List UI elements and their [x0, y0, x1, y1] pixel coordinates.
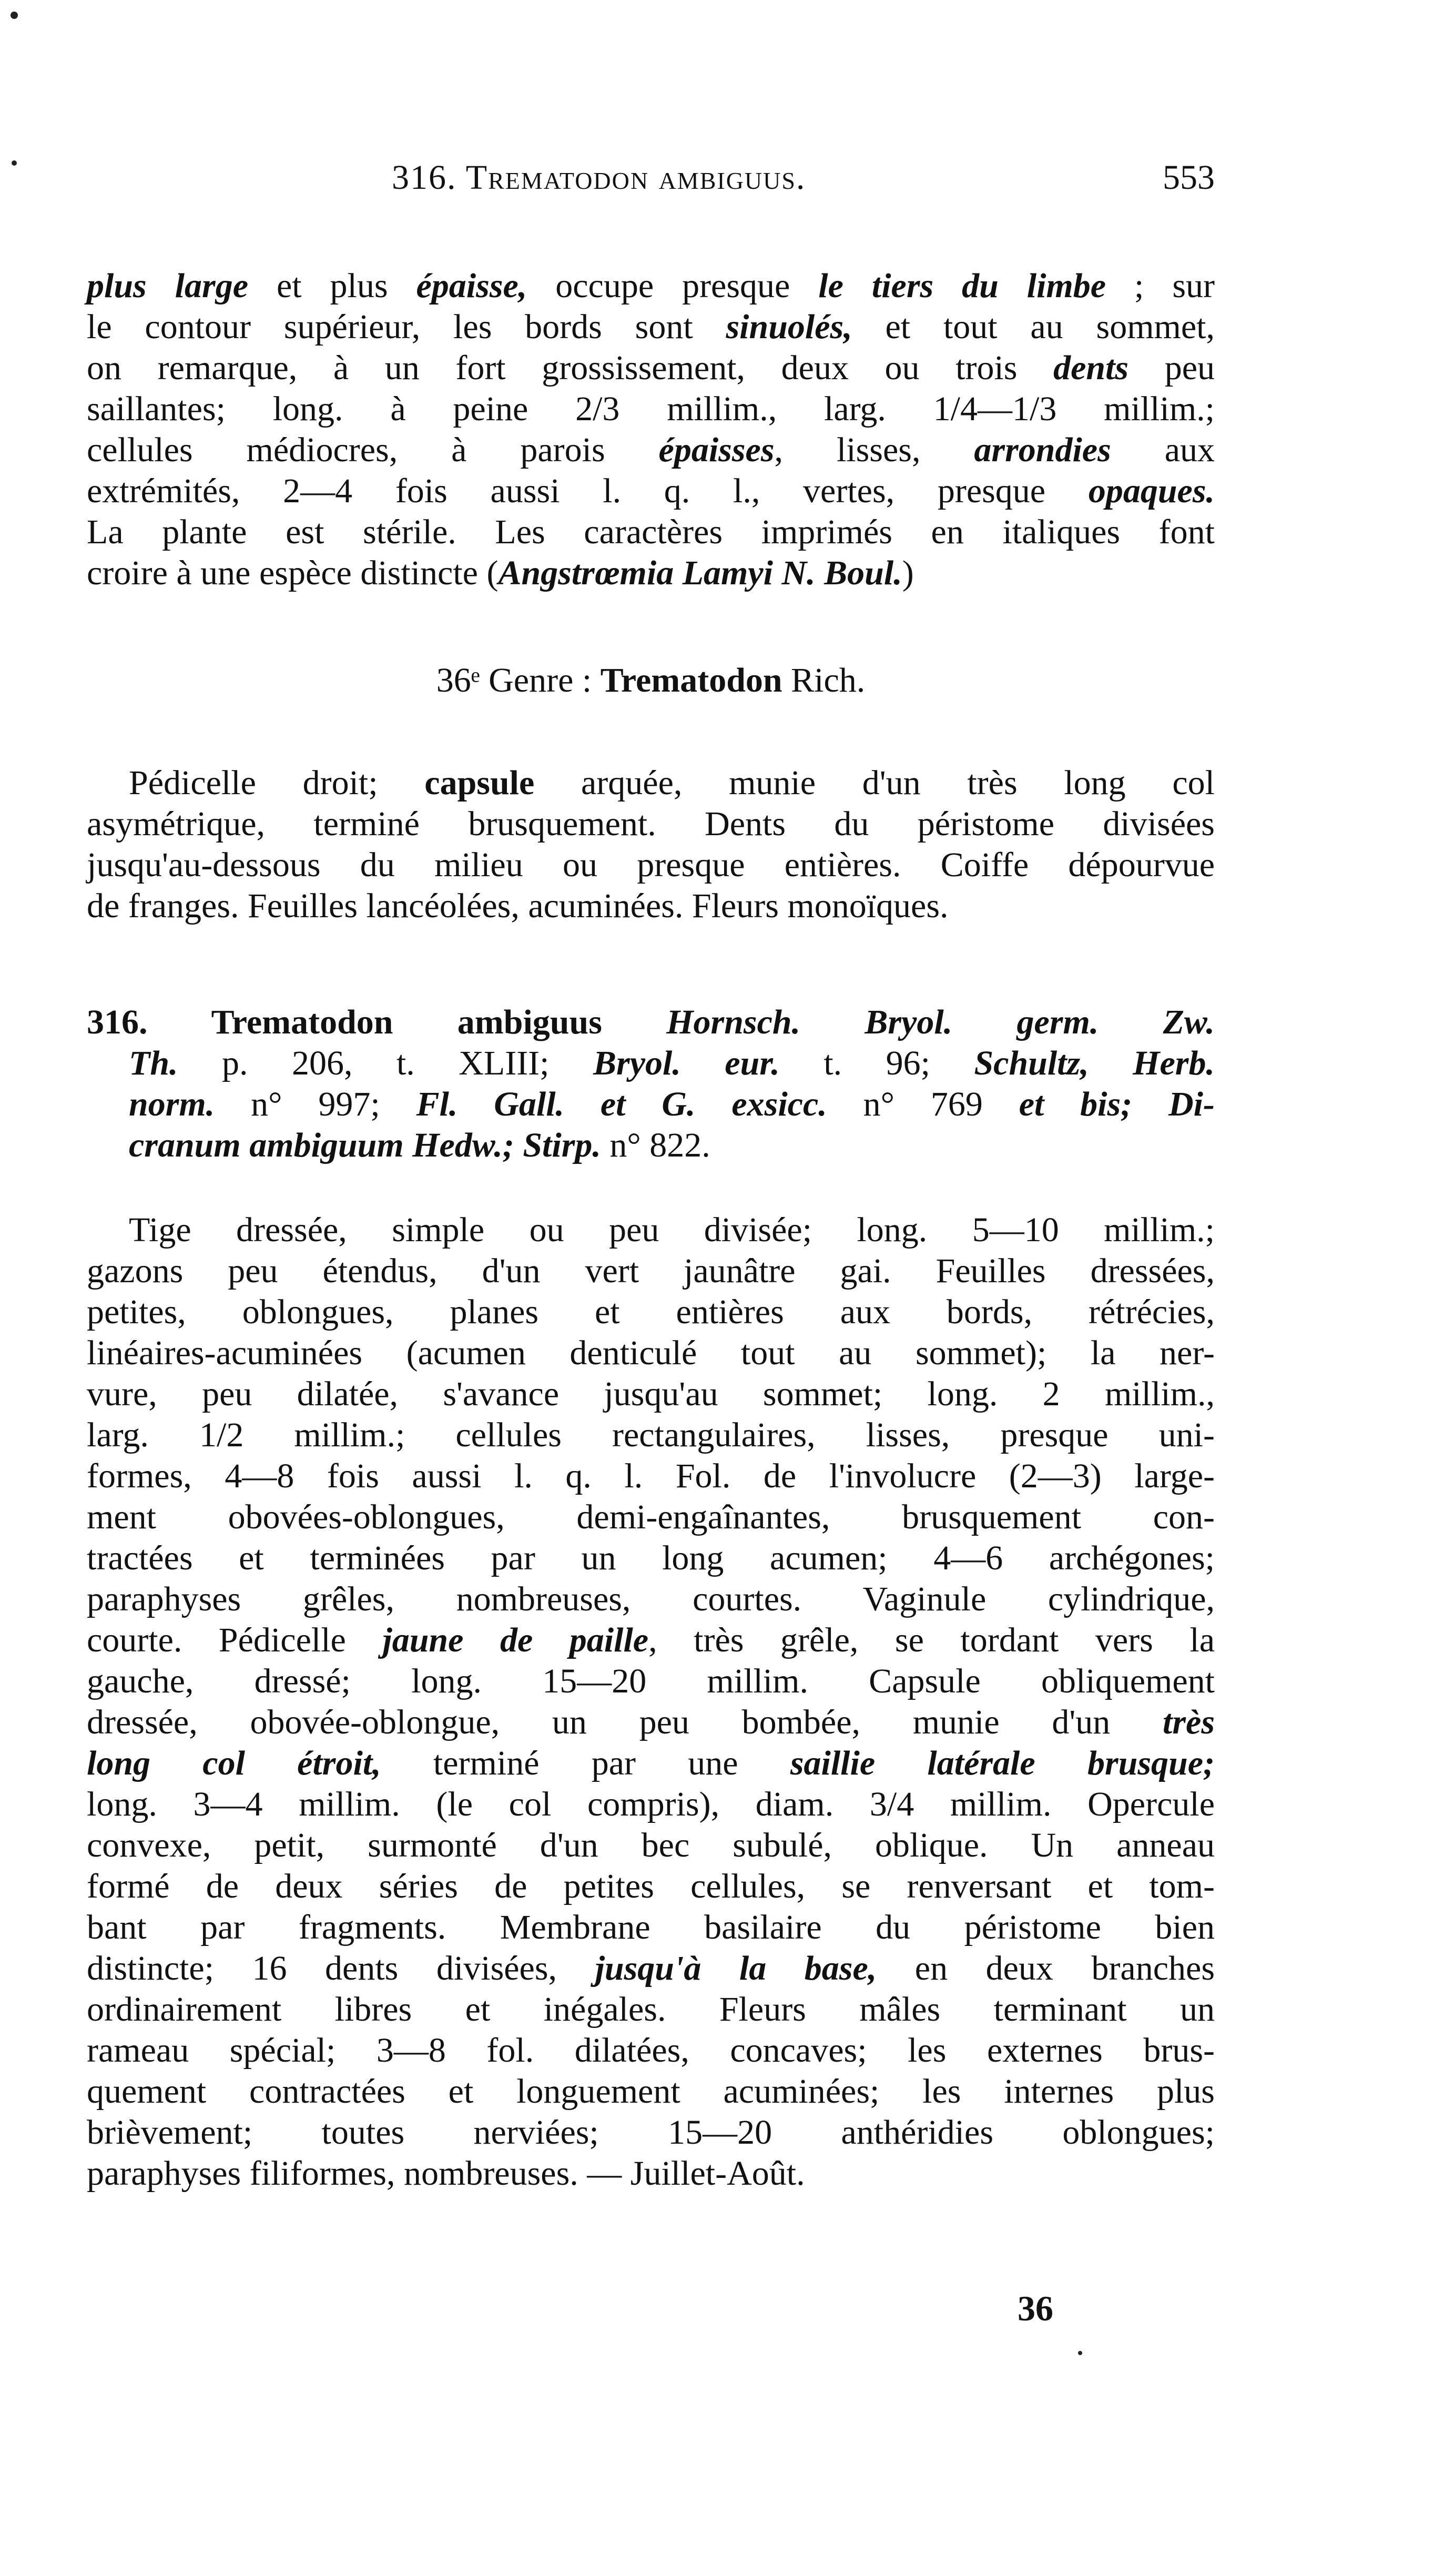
text-run: gazons peu étendus, d'un vert jaunâtre gai. Feuilles dressées, — [87, 1252, 1215, 1290]
running-title: 316. Trematodon ambiguus. — [392, 158, 806, 197]
text-line — [87, 1292, 1215, 1333]
text-run: quement contractées et longuement acuminées; les internes plus — [87, 2072, 1215, 2111]
text-run: rameau spécial; 3—8 fol. dilatées, concaves; les externes brus- — [87, 2031, 1215, 2070]
text-line — [87, 1743, 1215, 1784]
scan-speck — [1078, 2351, 1082, 2355]
text-line — [87, 1702, 1215, 1743]
text-run: et plus — [248, 267, 416, 305]
text-line — [87, 512, 1215, 553]
italic-text: opaques. — [1088, 472, 1215, 510]
text-line — [87, 553, 1215, 594]
text-run: ; sur — [1106, 267, 1215, 305]
text-run: Pédicelle droit; — [129, 764, 425, 802]
text-run: n° 769 — [827, 1085, 1019, 1123]
italic-text: dents — [1053, 349, 1129, 387]
text-run: terminé par une — [381, 1744, 790, 1782]
italic-text: norm. — [129, 1085, 215, 1123]
text-run: ordinairement libres et inégales. Fleurs mâles terminant un — [87, 1990, 1215, 2029]
text-line — [87, 1866, 1215, 1907]
text-run: p. 206, t. XLIII; — [178, 1044, 593, 1082]
text-run: dressée, obovée-oblongue, un peu bombée, munie d'un — [87, 1703, 1163, 1741]
text-line — [87, 1002, 1215, 1043]
text-line — [87, 1579, 1215, 1620]
text-line — [87, 1661, 1215, 1702]
text-run: aux — [1111, 431, 1215, 469]
italic-text: le tiers du limbe — [818, 267, 1106, 305]
italic-text: arrondies — [974, 431, 1111, 469]
text-run: peu — [1128, 349, 1215, 387]
text-run: arquée, munie d'un très long col — [534, 764, 1215, 802]
italic-text: et bis; Di- — [1019, 1085, 1215, 1123]
text-run: n° 822. — [601, 1126, 710, 1164]
text-run: on remarque, à un fort grossissement, deux ou trois — [87, 349, 1054, 387]
text-run: larg. 1/2 millim.; cellules rectangulaires, lisses, presque uni- — [87, 1416, 1215, 1454]
text-line — [87, 1825, 1215, 1866]
text-line — [87, 1784, 1215, 1825]
text-run: tractées et terminées par un long acumen; 4—6 archégones; — [87, 1539, 1215, 1577]
text-line — [87, 1374, 1215, 1415]
paragraph — [87, 266, 1215, 594]
text-run: en deux branches — [877, 1949, 1215, 1987]
text-line — [87, 389, 1215, 430]
text-line — [87, 1538, 1215, 1579]
text-run: Tige dressée, simple ou peu divisée; long. 5—10 millim.; — [129, 1211, 1215, 1249]
text-line — [87, 266, 1215, 307]
text-run: , très grêle, se tordant vers la — [648, 1621, 1215, 1659]
text-line — [87, 804, 1215, 845]
text-line — [87, 471, 1215, 512]
italic-text: saillie latérale brusque; — [790, 1744, 1215, 1782]
italic-text: épaisse, — [416, 267, 527, 305]
italic-text: très — [1163, 1703, 1215, 1741]
text-run: , lisses, — [774, 431, 974, 469]
text-run: ) — [902, 554, 914, 592]
text-line — [87, 1084, 1215, 1125]
text-line — [87, 1333, 1215, 1374]
italic-text: long col étroit, — [87, 1744, 381, 1782]
text-run: convexe, petit, surmonté d'un bec subulé, oblique. Un anneau — [87, 1826, 1215, 1864]
italic-text: Th. — [129, 1044, 178, 1082]
text-line — [87, 2030, 1215, 2071]
text-line — [87, 1948, 1215, 1989]
text-line — [87, 1907, 1215, 1948]
paragraph — [87, 763, 1215, 927]
text-line — [87, 1620, 1215, 1661]
text-run: La plante est stérile. Les caractères imprimés en italiques font — [87, 513, 1215, 551]
genus-heading — [87, 660, 1215, 701]
signature-mark: 36 — [1018, 2288, 1053, 2328]
italic-text: Angstrœmia Lamyi N. Boul. — [498, 554, 902, 592]
text-run: formé de deux séries de petites cellules, se renversant et tom- — [87, 1867, 1215, 1905]
text-run: paraphyses filiformes, nombreuses. — Juillet-Août. — [87, 2154, 805, 2193]
text-line — [87, 660, 1215, 701]
text-run — [602, 1003, 666, 1041]
text-run: brièvement; toutes nerviées; 15—20 anthéridies oblongues; — [87, 2113, 1215, 2152]
italic-text: Fl. Gall. et G. exsicc. — [416, 1085, 827, 1123]
text-run: n° 997; — [215, 1085, 416, 1123]
text-run: gauche, dressé; long. 15—20 millim. Capsule obliquement — [87, 1662, 1215, 1700]
text-run: paraphyses grêles, nombreuses, courtes. Vaginule cylindrique, — [87, 1580, 1215, 1618]
text-run: formes, 4—8 fois aussi l. q. l. Fol. de l'involucre (2—3) large- — [87, 1457, 1215, 1495]
text-line — [87, 1210, 1215, 1251]
paragraph — [87, 1210, 1215, 2194]
italic-text: épaisses — [658, 431, 775, 469]
bold-text: Trematodon — [600, 661, 782, 699]
page-number: 553 — [1163, 158, 1215, 197]
text-run: jusqu'au-dessous du milieu ou presque entières. Coiffe dépourvue — [87, 846, 1215, 884]
text-line — [87, 1456, 1215, 1497]
text-run: courte. Pédicelle — [87, 1621, 383, 1659]
text-run: distincte; 16 dents divisées, — [87, 1949, 595, 1987]
text-run: linéaires-acuminées (acumen denticulé tout au sommet); la ner- — [87, 1334, 1215, 1372]
text-line — [87, 2112, 1215, 2153]
italic-text: jusqu'à la base, — [595, 1949, 877, 1987]
text-run: cellules médiocres, à parois — [87, 431, 659, 469]
text-run: croire à une espèce distincte ( — [87, 554, 499, 592]
text-line — [87, 1125, 1215, 1166]
text-line — [87, 430, 1215, 471]
text-run: Rich. — [782, 661, 866, 699]
italic-text: plus large — [87, 267, 248, 305]
italic-text: Bryol. eur. — [593, 1044, 780, 1082]
text-run: ment obovées-oblongues, demi-engaînantes, brusquement con- — [87, 1498, 1215, 1536]
text-run: bant par fragments. Membrane basilaire du péristome bien — [87, 1908, 1215, 1946]
text-line — [87, 348, 1215, 389]
text-run: extrémités, 2—4 fois aussi l. q. l., vertes, presque — [87, 472, 1089, 510]
text-line — [87, 2071, 1215, 2112]
italic-text: cranum ambiguum Hedw.; Stirp. — [129, 1126, 601, 1164]
bold-text: capsule — [424, 764, 535, 802]
text-line — [87, 1989, 1215, 2030]
text-run: occupe presque — [527, 267, 819, 305]
italic-text: Schultz, Herb. — [974, 1044, 1215, 1082]
text-line — [87, 886, 1215, 927]
species-heading — [87, 1002, 1215, 1166]
text-run: long. 3—4 millim. (le col compris), diam. 3/4 millim. Opercule — [87, 1785, 1215, 1823]
text-run: vure, peu dilatée, s'avance jusqu'au sommet; long. 2 millim., — [87, 1375, 1215, 1413]
text-run: petites, oblongues, planes et entières aux bords, rétrécies, — [87, 1293, 1215, 1331]
running-header — [87, 158, 1215, 205]
text-run: et tout au sommet, — [852, 308, 1215, 346]
text-line — [87, 307, 1215, 348]
text-line — [87, 1497, 1215, 1538]
text-run: de franges. Feuilles lancéolées, acuminées. Fleurs monoïques. — [87, 887, 949, 925]
text-run: saillantes; long. à peine 2/3 millim., larg. 1/4—1/3 millim.; — [87, 390, 1215, 428]
text-line — [87, 1415, 1215, 1456]
text-line — [87, 2153, 1215, 2194]
text-run: 36ᵉ Genre : — [436, 661, 601, 699]
text-line — [87, 763, 1215, 804]
scan-speck — [12, 160, 17, 166]
italic-text: sinuolés, — [726, 308, 852, 346]
text-line — [87, 1251, 1215, 1292]
text-line — [87, 1043, 1215, 1084]
text-line — [87, 845, 1215, 886]
scan-speck — [11, 12, 18, 19]
italic-text: jaune de paille — [382, 1621, 649, 1659]
italic-text: Hornsch. Bryol. germ. Zw. — [666, 1003, 1215, 1041]
text-run: t. 96; — [779, 1044, 974, 1082]
text-run: asymétrique, terminé brusquement. Dents du péristome divisées — [87, 805, 1215, 843]
bold-text: 316. Trematodon ambiguus — [87, 1003, 602, 1041]
text-run: le contour supérieur, les bords sont — [87, 308, 726, 346]
